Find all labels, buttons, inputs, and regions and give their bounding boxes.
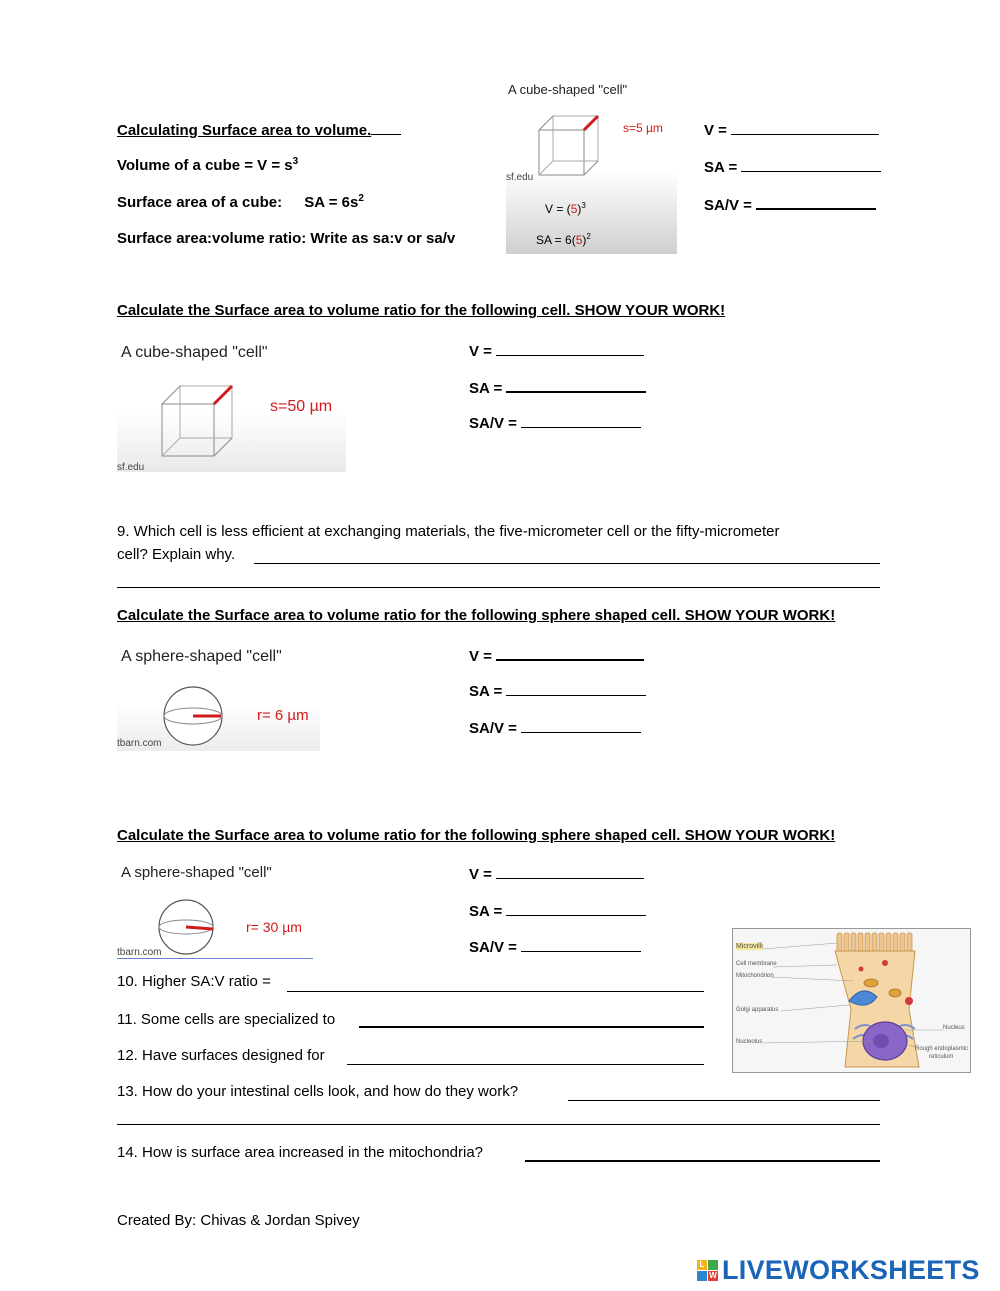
surface-area-formula: Surface area of a cube: SA = $6s^2$ [117,193,364,211]
liveworksheets-logo-icon: L W [697,1260,718,1281]
intro-sa-answer[interactable]: SA = [704,156,881,176]
volume-formula: Volume of a cube = $V = s^3$ [117,156,299,174]
question-13: 13. How do your intestinal cells look, and how do they work? [117,1083,519,1100]
intro-sav-answer[interactable]: SA/V = [704,193,876,214]
intro-sa-formula: SA = $6(5)^2$ [536,232,591,247]
section3-figure-source: tbarn.com [117,947,162,958]
section3-sa-answer[interactable]: SA = [469,900,646,920]
section2-sphere-figure [117,643,320,751]
question-10: 10. Higher SA:V ratio = [117,973,271,990]
intro-figure-source: sf.edu [506,172,534,183]
section1-sa-answer[interactable]: SA = [469,376,646,397]
section1-figure-caption: A cube-shaped "cell" [121,344,268,361]
section3-volume-answer[interactable]: V = [469,863,644,883]
section1-heading: Calculate the Surface area to volume ratio for the following cell. SHOW YOUR WORK! [117,302,726,319]
question-10-answer-line[interactable] [287,991,704,992]
label-reticulum: reticulum [929,1054,954,1060]
intro-figure-caption: A cube-shaped "cell" [508,82,628,97]
section2-heading: Calculate the Surface area to volume ratio for the following sphere shaped cell. SHOW YOUR WORK! [117,607,836,624]
question-12: 12. Have surfaces designed for [117,1047,325,1064]
intestinal-cell-diagram [732,928,971,1073]
label-nucleolus: Nucleolus [736,1039,763,1045]
question-9-line1: 9. Which cell is less efficient at exchanging materials, the five-micrometer cell or the fifty-micrometer [117,523,780,540]
label-cell-membrane: Cell membrane [736,961,777,967]
intro-side-label: s=5 µm [623,121,663,135]
question-11-answer-line[interactable] [359,1026,704,1028]
question-11: 11. Some cells are specialized to [117,1011,336,1028]
section1-figure-source: sf.edu [117,462,145,472]
ratio-instruction: Surface area:volume ratio: Write as sa:v or sa/v [117,230,456,247]
section2-figure-caption: A sphere-shaped "cell" [121,648,282,665]
liveworksheets-logo [697,1254,980,1286]
section3-sphere-figure [117,861,313,959]
question-14: 14. How is surface area increased in the mitochondria? [117,1144,484,1161]
intro-title: Calculating Surface area to volume. [117,119,401,139]
question-9-line2: cell? Explain why. [117,546,236,563]
label-nucleus: Nucleus [943,1025,965,1031]
section2-figure-source: tbarn.com [117,738,162,749]
section3-radius-label: r= 30 µm [246,919,302,935]
section1-volume-answer[interactable]: V = [469,340,644,360]
credit-text: Created By: Chivas & Jordan Spivey [117,1212,360,1229]
question-13-answer-line2[interactable] [117,1124,880,1125]
sphere-icon [117,861,313,958]
liveworksheets-logo-text: LIVEWORKSHEETS [722,1254,980,1285]
question-9-answer-line2[interactable] [117,587,880,588]
section2-radius-label: r= 6 µm [257,707,309,724]
section2-sa-answer[interactable]: SA = [469,680,646,700]
section3-figure-caption: A sphere-shaped "cell" [121,864,272,881]
section1-sav-answer[interactable]: SA/V = [469,412,641,432]
intro-cube-figure [506,104,677,254]
question-9-answer-line1[interactable] [254,563,880,564]
intro-volume-answer[interactable]: V = [704,119,879,139]
intro-v-formula: $V = (5)^3$ [545,201,586,216]
section3-sav-answer[interactable]: SA/V = [469,936,641,956]
section1-side-label: s=50 µm [270,398,333,415]
section2-volume-answer[interactable]: V = [469,644,644,665]
label-microvilli: Microvilli [736,943,763,950]
label-mitochondrion: Mitochondrion [736,973,774,979]
section2-sav-answer[interactable]: SA/V = [469,717,641,737]
section3-heading: Calculate the Surface area to volume ratio for the following sphere shaped cell. SHOW YOUR WORK! [117,827,836,844]
label-rough-er: Rough endoplasmic [915,1046,969,1052]
label-golgi: Golgi apparatus [736,1007,779,1013]
sphere-icon [117,643,320,751]
section1-cube-figure [117,338,346,472]
question-14-answer-line[interactable] [525,1160,880,1162]
question-12-answer-line[interactable] [347,1064,704,1065]
question-13-answer-line1[interactable] [568,1100,880,1101]
